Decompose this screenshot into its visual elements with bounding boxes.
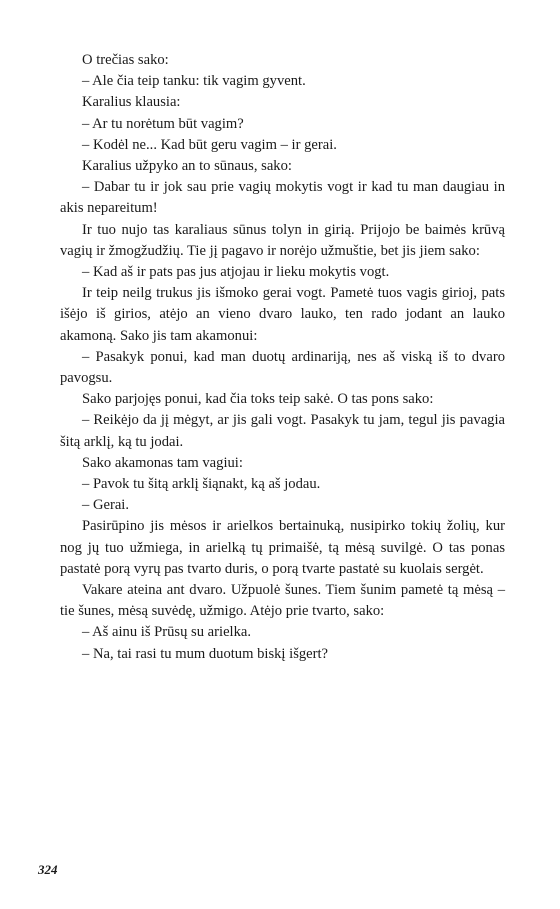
paragraph: O trečias sako: — [82, 52, 169, 68]
paragraph: Ir teip neilg trukus jis išmoko gerai vogt. Pametė tuos vagis girioj, pats išėjo iš girios, atėjo an vieno dvaro lauko, ten rado jodant an lauko akamoną. Sako jis tam akamonui: — [60, 285, 505, 344]
paragraph: – Dabar tu ir jok sau prie vagių mokytis vogt ir kad tu man daugiau in akis nepareitum! — [60, 179, 505, 217]
paragraph: Sako parjojęs ponui, kad čia toks teip sakė. O tas pons sako: — [82, 391, 434, 408]
paragraph: Ir tuo nujo tas karaliaus sūnus tolyn in girią. Prijojo be baimės krūvą vagių ir žmogžudžių. Tie jį pagavo ir norėjo užmuštie, bet jis jiem sako: — [60, 221, 505, 259]
paragraph: Karalius klausia: — [82, 94, 181, 111]
paragraph: – Na, tai rasi tu mum duotum biskį išgert? — [82, 645, 329, 662]
paragraph: – Gerai. — [82, 497, 130, 514]
paragraph: – Kodėl ne... Kad būt geru vagim – ir gerai. — [82, 136, 337, 153]
paragraph: – Ale čia teip tanku: tik vagim gyvent. — [82, 73, 306, 90]
paragraph: Karalius užpyko an to sūnaus, sako: — [82, 158, 292, 175]
paragraph: – Kad aš ir pats pas jus atjojau ir lieku mokytis vogt. — [82, 264, 390, 281]
paragraph: Vakare ateina ant dvaro. Užpuolė šunes. Tiem šunim pametė tą mėsą – tie šunes, mėsą suvėdę, užmigo. Atėjo prie tvarto, sako: — [60, 582, 505, 620]
page-text — [60, 50, 505, 665]
paragraph: – Ar tu norėtum būt vagim? — [82, 115, 244, 132]
paragraph: – Pasakyk ponui, kad man duotų ardinariją, nes aš viską iš to dvaro pavogsu. — [60, 348, 505, 387]
paragraph: – Aš ainu iš Prūsų su arielka. — [82, 624, 252, 641]
paragraph: – Reikėjo da jį mėgyt, ar jis gali vogt. Pasakyk tu jam, tegul jis pavagia šitą arklį, ką tu jodai. — [60, 412, 505, 450]
page-number: 324 — [38, 862, 58, 877]
paragraph: – Pavok tu šitą arklį šiąnakt, ką aš jodau. — [82, 476, 321, 493]
paragraph: Pasirūpino jis mėsos ir arielkos bertainuką, nusipirko tokių žolių, kur nog jų tuo užmiega, in arielką tų primaišė, tą mėsą suvilgė. O tas ponas pastatė porą vyrų pas tvarto duris, o porą tvarte pastatė su kuolais sergėt. — [60, 518, 505, 577]
paragraph: Sako akamonas tam vagiui: — [82, 454, 243, 471]
